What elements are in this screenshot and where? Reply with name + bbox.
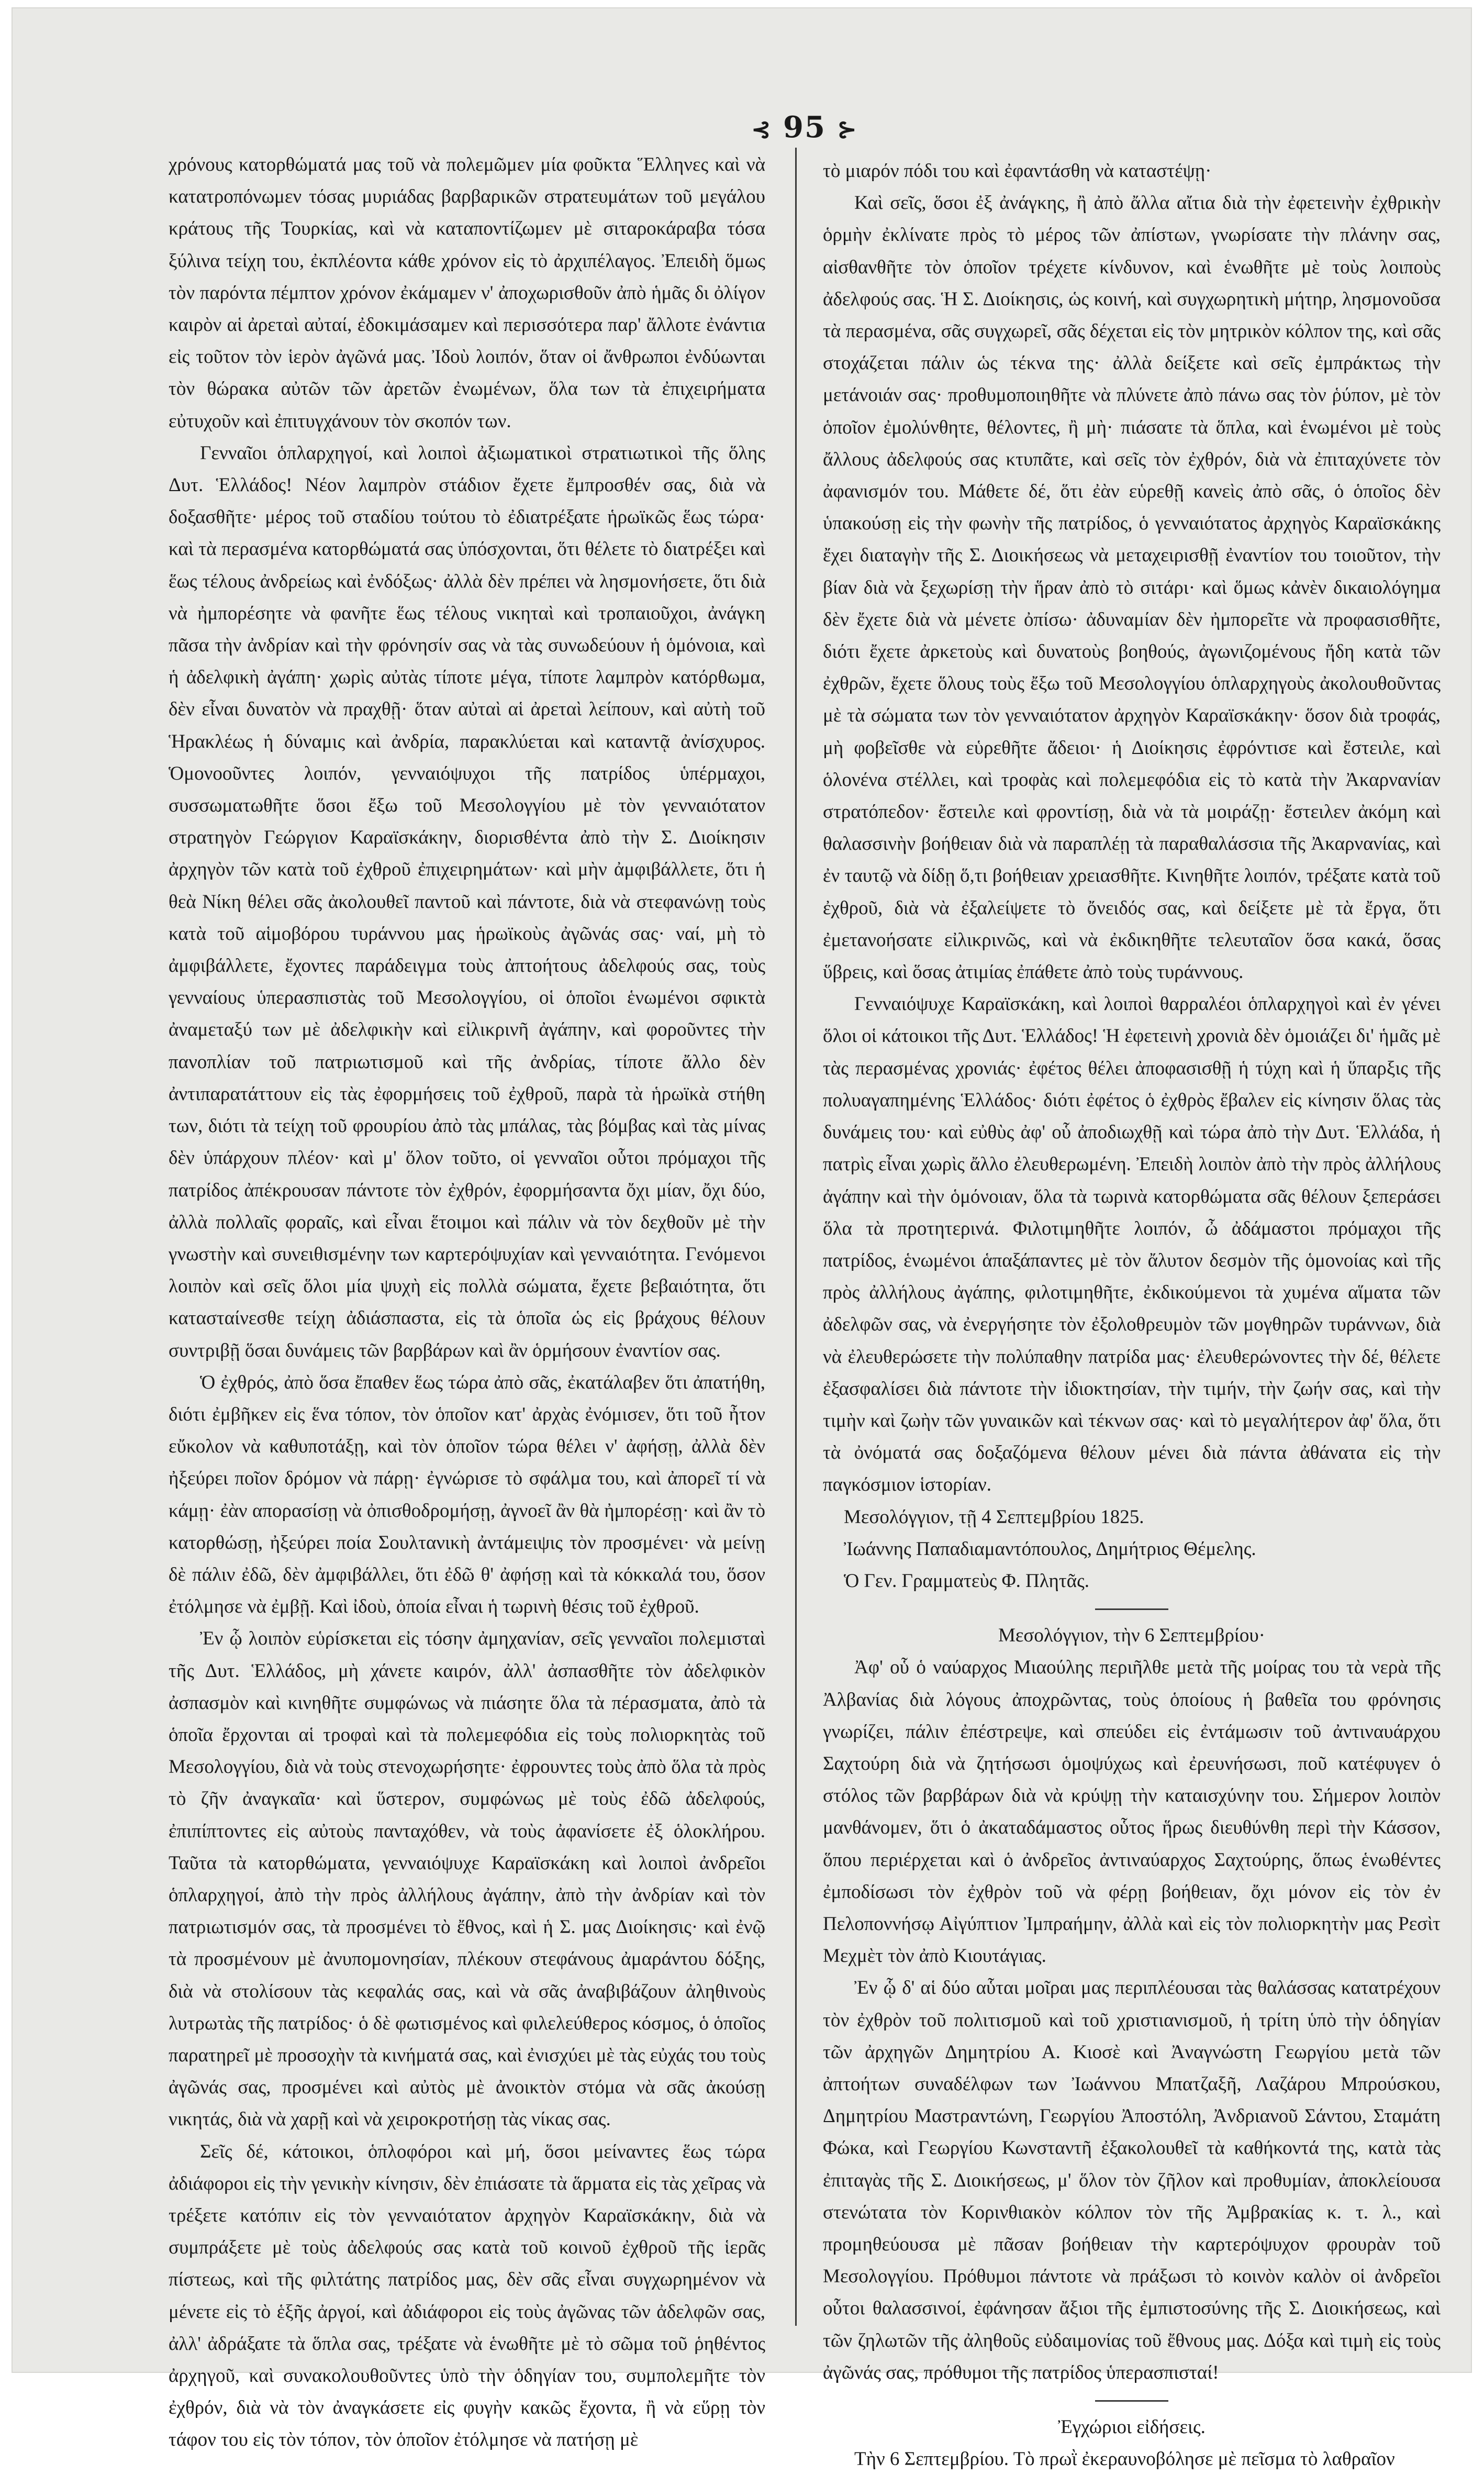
left-paragraph: Γενναῖοι ὁπλαρχηγοί, καὶ λοιποὶ ἀξιωματικοὶ στρατιωτικοὶ τῆς ὅλης Δυτ. Ἑλλάδος! Νέον λαμπρὸν στάδιον ἔχετε ἔμπροσθέν σας, διὰ νὰ δοξασθῆτε· μέρος τοῦ σταδίου τούτου τὸ ἐδιατρέξατε ἡρωϊκῶς ἕως τώρα· καὶ τὰ περασμένα κατορθώματά σας ὑπόσχονται, ὅτι θέλετε τὸ διατρέξει καὶ ἕως τέλους ἀνδρείως καὶ ἐνδόξως· ἀλλὰ δὲν πρέπει νὰ λησμονήσετε, ὅτι διὰ νὰ ἠμπορέσητε νὰ φανῆτε ἕως τέλους νικηταὶ καὶ τροπαιοῦχοι, ἀνάγκη πᾶσα τὴν ἀνδρίαν καὶ τὴν φρόνησίν σας νὰ τὰς συνωδεύουν ἡ ὁμόνοια, καὶ ἡ ἀδελφικὴ ἀγάπη· χωρὶς αὐτὰς τίποτε μέγα, τίποτε λαμπρὸν κατόρθωμα, δὲν εἶναι δυνατὸν νὰ πραχθῇ· ὅταν αὐταὶ αἱ ἀρεταὶ λείπουν, καὶ αὐτὴ τοῦ Ἡρακλέως ἡ δύναμις καὶ ἀνδρία, παρακλύεται καὶ καταντᾷ ἀνίσχυρος. Ὁμονοοῦντες λοιπόν, γενναιόψυχοι τῆς πατρίδος ὑπέρμαχοι, συσσωματωθῆτε ὅσοι ἔξω τοῦ Μεσολογγίου μὲ τὸν γενναιότατον στρατηγὸν Γεώργιον Καραϊσκάκην, διορισθέντα ἀπὸ τὴν Σ. Διοίκησιν ἀρχηγὸν τῶν κατὰ τοῦ ἐχθροῦ ἐπιχειρημάτων· καὶ μὴν ἀμφιβάλλετε, ὅτι ἡ θεὰ Νίκη θέλει σᾶς ἀκολουθεῖ παντοῦ καὶ πάντοτε, διὰ νὰ στεφανώνῃ τοὺς κατὰ τοῦ αἱμοβόρου τυράννου μας ἡρωϊκοὺς ἀγῶνάς σας· ναί, μὴ τὸ ἀμφιβάλλετε, ἔχοντες παράδειγμα τοὺς ἀπτοήτους ἀδελφούς σας, τοὺς γενναίους ὑπερασπιστὰς τοῦ Μεσολογγίου, οἱ ὁποῖοι ἑνωμένοι σφικτὰ ἀναμεταξύ των μὲ ἀδελφικὴν καὶ εἰλικρινῆ ἀγάπην, καὶ φοροῦντες τὴν πανοπλίαν τοῦ πατριωτισμοῦ καὶ τῆς ἀνδρίας, τίποτε ἄλλο δὲν ἀντιπαρατάττουν εἰς τὰς ἐφορμήσεις τοῦ ἐχθροῦ, παρὰ τὰ ἡρωϊκὰ στήθη των, διότι τὰ τείχη τοῦ φρουρίου ἀπὸ τὰς μπάλας, τὰς βόμβας καὶ τὰς μίνας δὲν ὑπάρχουν πλέον· καὶ μ' ὅλον τοῦτο, οἱ γενναῖοι οὗτοι πρόμαχοι τῆς πατρίδος ἀπέκρουσαν πάντοτε τὸν ἐχθρόν, ἐφορμήσαντα ὄχι μίαν, ὄχι δύο, ἀλλὰ πολλαῖς φοραῖς, καὶ εἶναι ἕτοιμοι καὶ πάλιν νὰ τὸν δεχθοῦν μὲ τὴν γνωστὴν καὶ συνειθισμένην των καρτερόψυχίαν καὶ γενναιότητα. Γενόμενοι λοιπὸν καὶ σεῖς ὅλοι μία ψυχὴ εἰς πολλὰ σώματα, ἔχετε βεβαιότητα, ὅτι κατασταίνεσθε τείχη ἀδιάσπαστα, εἰς τὰ ὁποῖα ὡς εἰς βράχους θέλουν συντριβῇ ὅσαι δυνάμεις τῶν βαρβάρων καὶ ἂν ὁρμήσουν ἐναντίον σας. xyxy=(169,442,765,1361)
page-number xyxy=(742,110,867,145)
right-paragraph: Καὶ σεῖς, ὅσοι ἐξ ἀνάγκης, ἢ ἀπὸ ἄλλα αἴτια διὰ τὴν ἐφετεινὴν ἐχθρικὴν ὁρμὴν ἐκλίνατε πρὸς τὸ μέρος τῶν ἀπίστων, γνωρίσατε τὴν πλάνην σας, αἰσθανθῆτε τὸν ὁποῖον τρέχετε κίνδυνον, καὶ ἑνωθῆτε μὲ τοὺς λοιποὺς ἀδελφούς σας. Ἡ Σ. Διοίκησις, ὡς κοινή, καὶ συγχωρητικὴ μήτηρ, λησμονοῦσα τὰ περασμένα, σᾶς συγχωρεῖ, σᾶς δέχεται εἰς τὸν μητρικὸν κόλπον της, καὶ σᾶς στοχάζεται πάλιν ὡς τέκνα της· ἀλλὰ δείξετε καὶ σεῖς ἐμπράκτως τὴν μετάνοιάν σας· προθυμοποιηθῆτε νὰ πλύνετε ἀπὸ πάνω σας τὸν ῥύπον, μὲ τὸν ὁποῖον ἐμολύνθητε, θέλοντες, ἢ μὴ· πιάσατε τὰ ὅπλα, καὶ ἑνωμένοι μὲ τοὺς ἄλλους ἀδελφούς σας κτυπᾶτε, καὶ σεῖς τὸν ἐχθρόν, διὰ νὰ ἐπιταχύνετε τὸν ἀφανισμόν του. Μάθετε δέ, ὅτι ἐὰν εὑρεθῇ κανεὶς ἀπὸ σᾶς, ὁ ὁποῖος δὲν ὑπακούσῃ εἰς τὴν φωνὴν τῆς πατρίδος, ὁ γενναιότατος ἀρχηγὸς Καραϊσκάκης ἔχει διαταγὴν τῆς Σ. Διοικήσεως νὰ μεταχειρισθῇ ἐναντίον του τοιοῦτον, τὴν βίαν διὰ νὰ ξεχωρίσῃ τὴν ἥραν ἀπὸ τὸ σιτάρι· καὶ ὅμως κἀνὲν δικαιολόγημα δὲν ἔχετε διὰ νὰ μένετε ὀπίσω· ἀδυναμίαν δὲν ἠμπορεῖτε νὰ προφασισθῆτε, διότι ἔχετε ἀρκετοὺς καὶ δυνατοὺς βοηθούς, ἀγωνιζομένους ἤδη κατὰ τῶν ἐχθρῶν, ἔχετε ὅλους τοὺς ἔξω τοῦ Μεσολογγίου ὁπλαρχηγοὺς ἀκολουθοῦντας μὲ τὰ σώματα των τὸν γενναιότατον ἀρχηγὸν Καραϊσκάκην· ὅσον διὰ τροφάς, μὴ φοβεῖσθε νὰ εὑρεθῆτε ἄδειοι· ἡ Διοίκησις ἐφρόντισε καὶ ἔστειλε, καὶ ὁλονένα στέλλει, καὶ τροφὰς καὶ πολεμεφόδια εἰς τὸ κατὰ τὴν Ἀκαρνανίαν στρατόπεδον· ἔστειλε καὶ φροντίσῃ, διὰ νὰ τὰ μοιράζῃ· ἔστειλεν ἀκόμη καὶ θαλασσινὴν βοήθειαν διὰ νὰ παραπλέῃ τὰ παραθαλάσσια τῆς Ἀκαρνανίας, καὶ ἐν ταυτῷ νὰ δίδῃ ὅ,τι βοήθειαν χρειασθῆτε. Κινηθῆτε λοιπόν, τρέξατε κατὰ τοῦ ἐχθροῦ, διὰ νὰ ἐξαλείψετε τὸ ὄνειδός σας, καὶ δείξετε μὲ τὰ ἔργα, ὅτι ἐμετανοήσατε εἰλικρινῶς, καὶ νὰ ἐκδικηθῆτε τελευταῖον ὅσα κακά, ὅσας ὕβρεις, καὶ ὅσας ἀτιμίας ἐπάθετε ἀπὸ τοὺς τυράννους. xyxy=(823,192,1441,983)
left-paragraph: Ἐν ᾧ λοιπὸν εὑρίσκεται εἰς τόσην ἀμηχανίαν, σεῖς γενναῖοι πολεμισταὶ τῆς Δυτ. Ἑλλάδος, μὴ χάνετε καιρόν, ἀλλ' ἀσπασθῆτε τὸν ἀδελφικὸν ἀσπασμὸν καὶ κινηθῆτε συμφώνως νὰ πιάσητε ὅλα τὰ πέρασματα, ἀπὸ τὰ ὁποῖα ἔρχονται αἱ τροφαὶ καὶ τὰ πολεμεφόδια εἰς τοὺς πολιορκητὰς τοῦ Μεσολογγίου, διὰ νὰ τοὺς στενοχωρήσητε· ἐφρουντες τοὺς ἀπὸ ὅλα τὰ πρὸς τὸ ζῆν ἀναγκαῖα· καὶ ὕστερον, συμφώνως μὲ τοὺς ἐδῶ ἀδελφούς, ἐπιπίπτοντες εἰς αὐτοὺς πανταχόθεν, νὰ τοὺς ἀφανίσετε ἐξ ὁλοκλήρου. Ταῦτα τὰ κατορθώματα, γενναιόψυχε Καραϊσκάκη καὶ λοιποὶ ἀνδρεῖοι ὁπλαρχηγοί, ἀπὸ τὴν πρὸς ἀλλήλους ἀγάπην, ἀπὸ τὴν ἀνδρίαν καὶ τὸν πατριωτισμόν σας, τὰ προσμένει τὸ ἔθνος, καὶ ἡ Σ. μας Διοίκησις· καὶ ἐνῷ τὰ προσμένουν μὲ ἀνυπομονησίαν, πλέκουν στεφάνους ἀμαράντου δόξης, διὰ νὰ στολίσουν τὰς κεφαλάς σας, καὶ νὰ σᾶς ἀναβιβάζουν ἀληθινοὺς λυτρωτὰς τῆς πατρίδος· ὁ δὲ φωτισμένος καὶ φιλελεύθερος κόσμος, ὁ ὁποῖος παρατηρεῖ μὲ προσοχὴν τὰ κινήματά σας, καὶ ἐνισχύει μὲ τὰς εὐχάς του τοὺς ἀγῶνάς σας, προσμένει καὶ αὐτὸς μὲ ἀνοικτὸν στόμα νὰ σᾶς ἀκούσῃ νικητάς, διὰ νὰ χαρῇ καὶ νὰ χειροκροτήσῃ τὰς νίκας σας. xyxy=(169,1628,765,2130)
right-paragraph: τὸ μιαρόν πόδι του καὶ ἐφαντάσθη νὰ καταστέψῃ· xyxy=(823,160,1212,182)
left-paragraph: Ὁ ἐχθρός, ἀπὸ ὅσα ἔπαθεν ἕως τώρα ἀπὸ σᾶς, ἐκατάλαβεν ὅτι ἀπατήθη, διότι ἐμβῆκεν εἰς ἕνα τόπον, τὸν ὁποῖον κατ' ἀρχὰς ἐνόμισεν, ὅτι τοῦ ἦτον εὔκολον νὰ καθυποτάξῃ, καὶ τὸν ὁποῖον τώρα θέλει ν' ἀφήσῃ, ἀλλὰ δὲν ἠξεύρει ποῖον δρόμον νὰ πάρῃ· ἐγνώρισε τὸ σφάλμα του, καὶ ἀπορεῖ τί νὰ κάμῃ· ἐὰν απορασίσῃ νὰ ὀπισθοδρομήσῃ, ἀγνοεῖ ἂν θὰ ἠμπορέσῃ· καὶ ἂν τὸ κατορθώσῃ, ἠξεύρει ποία Σουλτανικὴ ἀντάμειψις τὸν προσμένει· νὰ μείνῃ δὲ πάλιν ἐδῶ, δὲν ἀμφιβάλλει, ὅτι ἐδῶ θ' ἀφήσῃ καὶ τὰ κόκκαλά του, ὅσον ἐτόλμησε νὰ ἐμβῇ. Καὶ ἰδοὺ, ὁποία εἶναι ἡ τωρινὴ θέσις τοῦ ἐχθροῦ. xyxy=(169,1371,765,1618)
local-news-heading: Ἐγχώριοι εἰδήσεις. xyxy=(1058,2416,1206,2438)
right-column xyxy=(823,155,1441,2470)
column-divider xyxy=(795,148,797,2326)
local-news-first-line: Τὴν 6 Σεπτεμβρίου. Τὸ πρωῒ ἐκεραυνοβόλησε μὲ πεῖσμα τὸ λαθραῖον xyxy=(854,2448,1395,2470)
left-paragraph: Σεῖς δέ, κάτοικοι, ὁπλοφόροι καὶ μή, ὅσοι μείναντες ἕως τώρα ἀδιάφοροι εἰς τὴν γενικὴν κίνησιν, δὲν ἐπιάσατε τὰ ἅρματα εἰς τὰς χεῖρας νὰ τρέξετε κατόπιν εἰς τὸν γενναιότατον ἀρχηγὸν Καραϊσκάκην, διὰ νὰ συμπράξετε μὲ τοὺς ἀδελφούς σας κατὰ τοῦ κοινοῦ ἐχθροῦ τῆς ἱερᾶς πίστεως, καὶ τῆς φιλτάτης πατρίδος μας, δὲν σᾶς εἶναι συγχωρημένον νὰ μένετε εἰς τὸ ἑξῆς ἀργοί, καὶ ἀδιάφοροι εἰς τοὺς ἀγῶνας τῶν ἀδελφῶν σας, ἀλλ' ἀδράξατε τὰ ὅπλα σας, τρέξατε νὰ ἑνωθῆτε μὲ τὸ σῶμα τοῦ ῥηθέντος ἀρχηγοῦ, καὶ συνακολουθοῦντες ὑπὸ τὴν ὁδηγίαν του, συμπολεμῆτε τὸν ἐχθρόν, διὰ νὰ τὸν ἀναγκάσετε εἰς φυγὴν κακῶς ἔχοντα, ἢ νὰ εὕρῃ τὸν τάφον του εἰς τὸν τόπον, τὸν ὁποῖον ἐτόλμησε νὰ πατήσῃ μὲ xyxy=(169,2140,765,2451)
section-divider xyxy=(1095,1608,1168,1610)
news-heading: Μεσολόγγιον, τὴν 6 Σεπτεμβρίου· xyxy=(998,1625,1266,1647)
signature-date: Μεσολόγγιον, τῇ 4 Σεπτεμβρίου 1825. xyxy=(844,1506,1144,1528)
left-paragraph: χρόνους κατορθώματά μας τοῦ νὰ πολεμῶμεν μία φοῦκτα Ἕλληνες καὶ νὰ κατατροπόνωμεν τόσας μυριάδας βαρβαρικῶν στρατευμάτων τοῦ μεγάλου κράτους τῆς Τουρκίας, καὶ νὰ καταποντίζωμεν μὲ σιταροκάραβα τόσα ξύλινα τείχη του, ἐκπλέοντα κάθε χρόνον εἰς τὸ ἀρχιπέλαγος. Ἐπειδὴ ὅμως τὸν παρόντα πέμπτον χρόνον ἐκάμαμεν ν' ἀποχωρισθοῦν ἀπὸ ἡμᾶς δι ὀλίγον καιρὸν αἱ ἀρεταὶ αὐταί, ἐδοκιμάσαμεν καὶ περισσότερα παρ' ἄλλοτε ἐνάντια εἰς τοῦτον τὸν ἱερὸν ἀγῶνά μας. Ἰδοὺ λοιπόν, ὅταν οἱ ἄνθρωποι ἐνδύωνται τὸν θώρακα αὐτῶν τῶν ἀρετῶν ἐνωμένων, ὅλα των τὰ ἐπιχειρήματα εὐτυχοῦν καὶ ἐπιτυγχάνουν τὸν σκοπόν των. xyxy=(169,154,765,432)
page-number-text: 95 xyxy=(783,110,826,145)
right-ornament-icon: ⊱ xyxy=(837,116,858,143)
news-paragraph: Ἐν ᾧ δ' αἱ δύο αὗται μοῖραι μας περιπλέουσαι τὰς θαλάσσας κατατρέχουν τὸν ἐχθρὸν τοῦ πολιτισμοῦ καὶ τοῦ χριστιανισμοῦ, ἡ τρίτη ὑπὸ τὴν ὁδηγίαν τῶν ἀρχηγῶν Δημητρίου Α. Κιοσὲ καὶ Ἀναγνώστη Γεωργίου μετὰ τῶν ἀπτοήτων συναδέλφων των Ἰωάννου Μπατζαξῆ, Λαζάρου Μπρούσκου, Δημητρίου Μαστραντώνη, Γεωργίου Ἀποστόλη, Ἀνδριανοῦ Σάντου, Σταμάτη Φώκα, καὶ Γεωργίου Κωνσταντῆ ἐξακολουθεῖ τὰ καθήκοντά της, κατὰ τὰς ἐπιταγὰς τῆς Σ. Διοικήσεως, μ' ὅλον τὸν ζῆλον καὶ προθυμίαν, ἀποκλείουσα στενώτατα τὸν Κορινθιακὸν κόλπον τὸν τῆς Ἀμβρακίας κ. τ. λ., καὶ προμηθεύουσα μὲ πᾶσαν βοήθειαν τὴν καρτερόψυχον φρουρὰν τοῦ Μεσολογγίου. Πρόθυμοι πάντοτε νὰ πράξωσι τὸ κοινὸν καλὸν οἱ ἀνδρεῖοι οὗτοι θαλασσινοί, ἐφάνησαν ἄξιοι τῆς ἐμπιστοσύνης τῆς Σ. Διοικήσεως, καὶ τῶν ζηλωτῶν τῆς ἀληθοῦς εὐδαιμονίας τοῦ ἔθνους μας. Δόξα καὶ τιμὴ εἰς τοὺς ἀγῶνάς σας, πρόθυμοι τῆς πατρίδος ὑπερασπισταί! xyxy=(823,1977,1441,2383)
left-column xyxy=(169,149,765,2451)
newspaper-page xyxy=(12,7,1472,2470)
section-divider xyxy=(1095,2400,1168,2402)
news-paragraph: Ἀφ' οὗ ὁ ναύαρχος Μιαούλης περιῆλθε μετὰ τῆς μοίρας του τὰ νερὰ τῆς Ἀλβανίας διὰ λόγους ἀποχρῶντας, τοὺς ὁποίους ἡ βαθεῖα του φρόνησις γνωρίζει, πάλιν ἐπέστρεψε, καὶ σπεύδει εἰς ἐντάμωσιν τοῦ ἀντιναυάρχου Σαχτούρη διὰ νὰ ζητήσωσι ὁμοψύχως καὶ ἐρευνήσωσι, ποῦ κατέφυγεν ὁ στόλος τῶν βαρβάρων διὰ νὰ κρύψῃ τὴν καταισχύνην του. Σήμερον λοιπὸν μανθάνομεν, ὅτι ὁ ἀκαταδάμαστος οὗτος ἥρως διευθύνθη περὶ τὴν Κάσσον, ὅπου περιέρχεται καὶ ὁ ἀνδρεῖος ἀντιναύαρχος Σαχτούρης, ὅπως ἑνωθέντες ἐμποδίσωσι τὸν ἐχθρὸν τοῦ νὰ φέρῃ βοήθειαν, ὄχι μόνον εἰς τὸν ἐν Πελοποννήσῳ Αἰγύπτιον Ἰμπραήμην, ἀλλὰ καὶ εἰς τὸν πολιορκητὴν μας Ρεσὶτ Μεχμὲτ τὸν ἀπὸ Κιουτάγιας. xyxy=(823,1657,1441,1967)
signature-names: Ἰωάννης Παπαδιαμαντόπουλος, Δημήτριος Θέμελης. xyxy=(844,1538,1256,1560)
signature-secretary: Ὁ Γεν. Γραμματεὺς Φ. Πλητᾶς. xyxy=(844,1570,1089,1592)
right-paragraph: Γενναιόψυχε Καραϊσκάκη, καὶ λοιποὶ θαρραλέοι ὁπλαρχηγοὶ καὶ ἐν γένει ὅλοι οἱ κάτοικοι τῆς Δυτ. Ἑλλάδος! Ἡ ἐφετεινὴ χρονιὰ δὲν ὁμοιάζει δι' ἡμᾶς μὲ τὰς περασμένας χρονιάς· ἐφέτος θέλει ἀποφασισθῇ ἡ τύχη καὶ ἡ ὕπαρξις τῆς πολυαγαπημένης Ἑλλάδος· διότι ἐφέτος ὁ ἐχθρὸς ἔβαλεν εἰς κίνησιν ὅλας τὰς δυνάμεις του· καὶ εὐθὺς ἀφ' οὗ ἀποδιωχθῇ καὶ τώρα ἀπὸ τὴν Δυτ. Ἑλλάδα, ἡ πατρὶς εἶναι χωρὶς ἄλλο ἐλευθερωμένη. Ἐπειδὴ λοιπὸν ἀπὸ τὴν πρὸς ἀλλήλους ἀγάπην καὶ τὴν ὁμόνοιαν, ὅλα τὰ τωρινὰ κατορθώματα σᾶς θέλουν ξεπεράσει ὅλα τὰ προτητερινά. Φιλοτιμηθῆτε λοιπόν, ὦ ἀδάμαστοι πρόμαχοι τῆς πατρίδος, ἑνωμένοι ἁπαξάπαντες μὲ τὸν ἄλυτον δεσμὸν τῆς ὁμονοίας καὶ τῆς πρὸς ἀλλήλους ἀγάπης, φιλοτιμηθῆτε, ἐκδικούμενοι τὰ χυμένα αἵματα τῶν ἀδελφῶν σας, νὰ ἐνεργήσητε τὸν ἐξολοθρευμὸν τῶν μογθηρῶν τυράννων, διὰ νὰ ἐλευθερώσετε τὴν πολύπαθην πατρίδα μας· ἐλευθερώνοντες τὴν δέ, θέλετε ἐξασφαλίσει διὰ πάντοτε τὴν ἰδιοκτησίαν, τὴν τιμήν, τὴν ζωήν σας, καὶ τὴν τιμὴν καὶ ζωὴν τῶν γυναικῶν καὶ τέκνων σας· καὶ τὸ μεγαλήτερον ἀφ' ὅλα, ὅτι τὰ ὀνόματά σας δοξαζόμενα θέλουν μένει διὰ πάντα ἀθάνατα εἰς τὴν παγκόσμιον ἱστορίαν. xyxy=(823,993,1441,1496)
left-ornament-icon: ⊰ xyxy=(751,116,772,143)
